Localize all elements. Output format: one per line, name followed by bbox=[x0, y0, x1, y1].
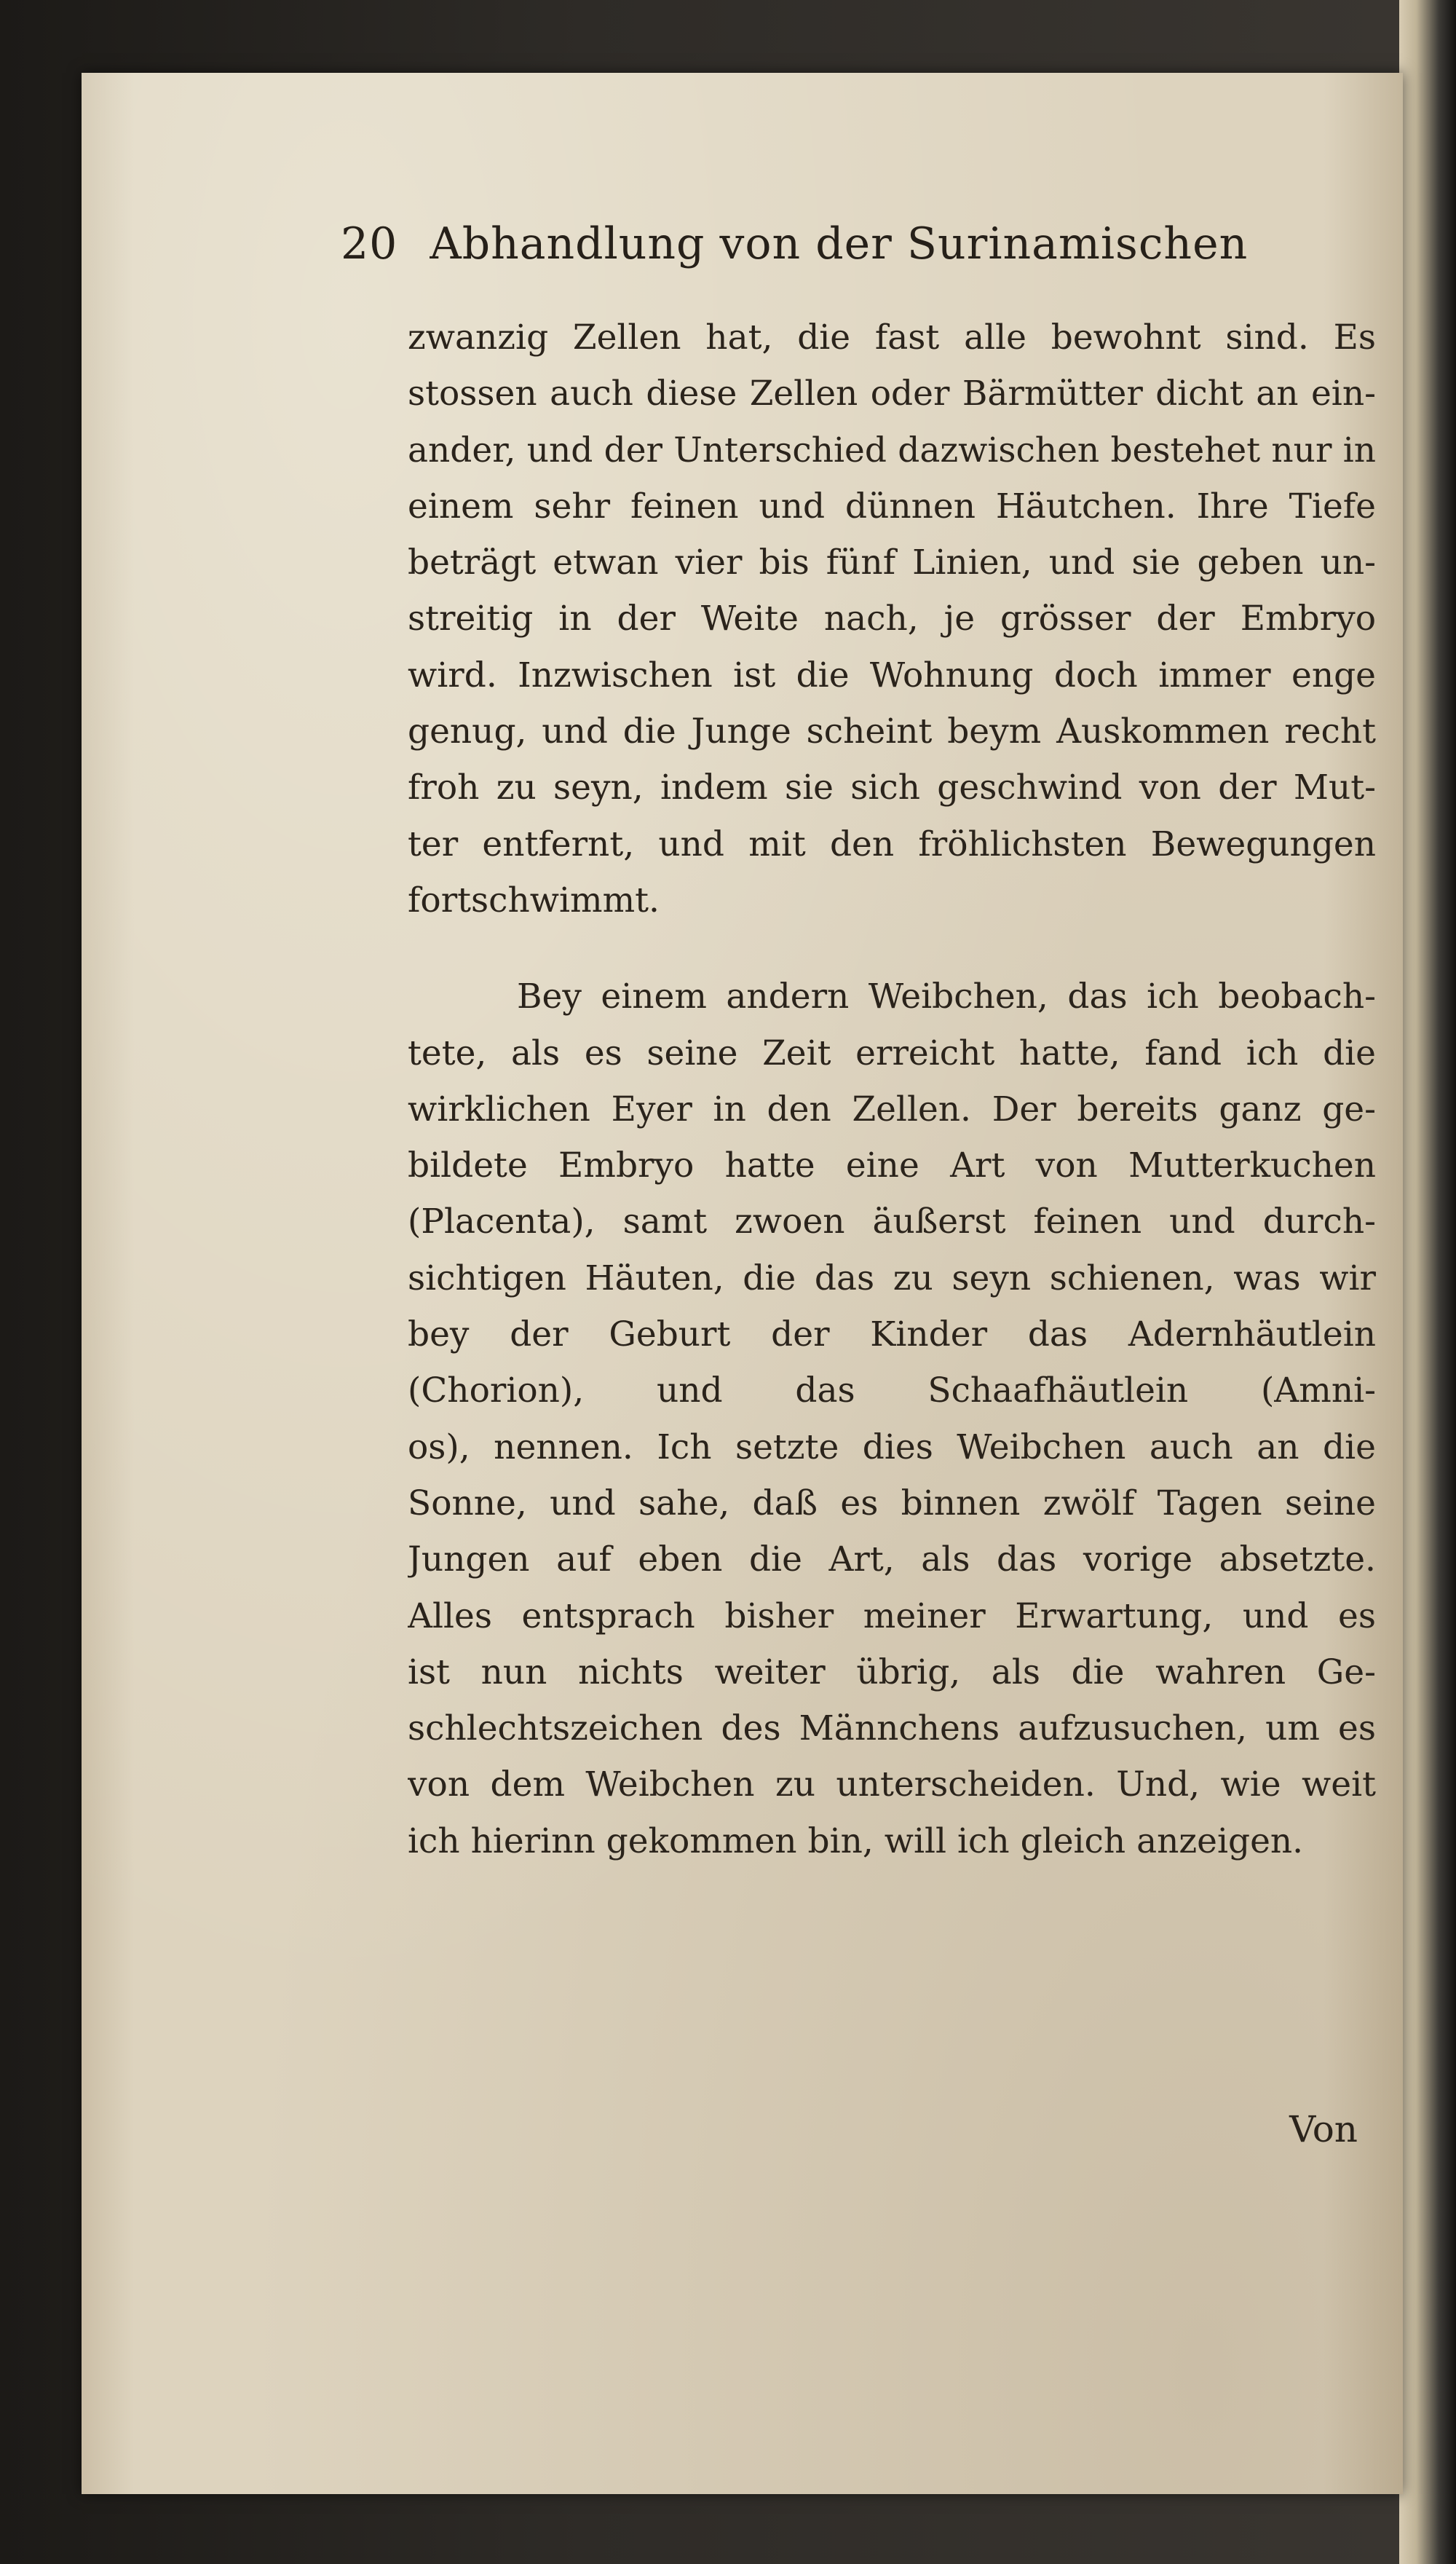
text-line: Jungen auf eben die Art, als das vorige absetzte. bbox=[408, 1539, 1376, 1580]
text-line: os), nennen. Ich setzte dies Weibchen auch an die bbox=[408, 1427, 1376, 1467]
text-line: ander, und der Unterschied dazwischen bestehet nur in bbox=[408, 430, 1376, 470]
text-line: (Chorion), und das Schaafhäutlein (Amni- bbox=[408, 1370, 1376, 1411]
body-text bbox=[408, 309, 1376, 1869]
text-line: Bey einem andern Weibchen, das ich beobach- bbox=[517, 977, 1376, 1017]
text-line: (Placenta), samt zwoen äußerst feinen und durch- bbox=[408, 1202, 1376, 1242]
text-line: wirklichen Eyer in den Zellen. Der bereits ganz ge- bbox=[408, 1089, 1376, 1129]
text-line: ist nun nichts weiter übrig, als die wahren Ge- bbox=[408, 1652, 1376, 1692]
paragraph-2 bbox=[408, 969, 1376, 1869]
running-head bbox=[341, 218, 1345, 299]
text-line: beträgt etwan vier bis fünf Linien, und sie geben un- bbox=[408, 543, 1376, 583]
text-line: von dem Weibchen zu unterscheiden. Und, wie weit bbox=[408, 1764, 1376, 1805]
text-line: tete, als es seine Zeit erreicht hatte, fand ich die bbox=[408, 1033, 1376, 1073]
text-line: einem sehr feinen und dünnen Häutchen. Ihre Tiefe bbox=[408, 486, 1376, 526]
running-title: Abhandlung von der Surinamischen bbox=[430, 218, 1249, 269]
text-line: stossen auch diese Zellen oder Bärmütter dicht an ein- bbox=[408, 374, 1376, 414]
paragraph-gap bbox=[408, 928, 1376, 969]
text-line: zwanzig Zellen hat, die fast alle bewohnt sind. Es bbox=[408, 317, 1376, 358]
text-line: Alles entsprach bisher meiner Erwartung, und es bbox=[408, 1595, 1376, 1636]
text-line: bey der Geburt der Kinder das Adernhäutlein bbox=[408, 1314, 1376, 1355]
text-line: wird. Inzwischen ist die Wohnung doch immer enge bbox=[408, 655, 1376, 695]
catchword: Von bbox=[1289, 2108, 1358, 2150]
text-line: fortschwimmt. bbox=[408, 880, 660, 920]
page-number: 20 bbox=[341, 218, 398, 269]
text-line: Sonne, und sahe, daß es binnen zwölf Tagen seine bbox=[408, 1483, 1376, 1523]
text-line: genug, und die Junge scheint beym Auskommen recht bbox=[408, 711, 1376, 752]
text-line: bildete Embryo hatte eine Art von Mutterkuchen bbox=[408, 1145, 1376, 1186]
paragraph-1 bbox=[408, 309, 1376, 928]
text-line: ter entfernt, und mit den fröhlichsten Bewegungen bbox=[408, 824, 1376, 864]
text-line: ich hierinn gekommen bin, will ich gleich anzeigen. bbox=[408, 1821, 1304, 1861]
text-line: schlechtszeichen des Männchens aufzusuchen, um es bbox=[408, 1708, 1376, 1749]
text-line: froh zu seyn, indem sie sich geschwind von der Mut- bbox=[408, 768, 1376, 808]
book-edge bbox=[1399, 0, 1456, 2564]
text-line: streitig in der Weite nach, je grösser der Embryo bbox=[408, 599, 1376, 639]
text-line: sichtigen Häuten, die das zu seyn schienen, was wir bbox=[408, 1258, 1376, 1298]
